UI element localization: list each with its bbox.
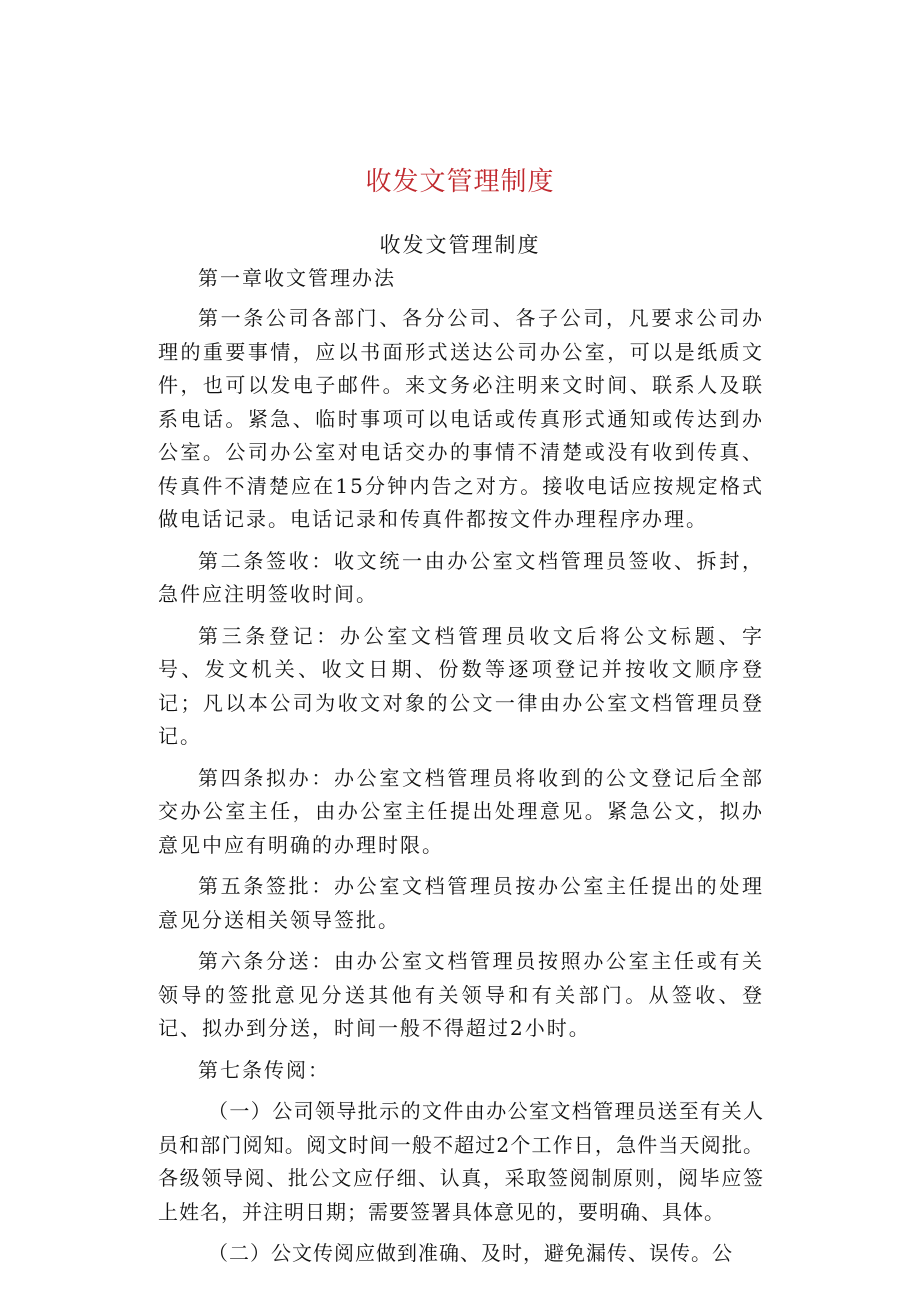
article-3-paragraph: 第三条登记：办公室文档管理员收文后将公文标题、字号、发文机关、收文日期、份数等逐项登记并按收文顺序登记；凡以本公司为收文对象的公文一律由办公室文档管理员登记。 [158, 623, 764, 748]
article-2-paragraph: 第二条签收：收文统一由办公室文档管理员签收、拆封，急件应注明签收时间。 [158, 548, 764, 606]
article-5-paragraph: 第五条签批：办公室文档管理员按办公室主任提出的处理意见分送相关领导签批。 [158, 874, 764, 932]
article-7-item-2: （二）公文传阅应做到准确、及时，避免漏传、误传。公 [208, 1241, 733, 1265]
article-4-paragraph: 第四条拟办：办公室文档管理员将收到的公文登记后全部交办公室主任，由办公室主任提出处理意见。紧急公文，拟办意见中应有明确的办理时限。 [158, 765, 764, 857]
article-1-paragraph: 第一条公司各部门、各分公司、各子公司，凡要求公司办理的重要事情，应以书面形式送达公司办公室，可以是纸质文件，也可以发电子邮件。来文务必注明来文时间、联系人及联系电话。紧急、临时事项可以电话或传真形式通知或传达到办公室。公司办公室对电话交办的事情不清楚或没有收到传真、传真件不清楚应在15分钟内告之对方。接收电话应按规定格式做电话记录。电话记录和传真件都按文件办理程序办理。 [158, 306, 764, 531]
chapter-heading: 第一章收文管理办法 [198, 266, 396, 290]
article-7-heading: 第七条传阅： [198, 1057, 330, 1082]
document-subtitle: 收发文管理制度 [379, 233, 541, 257]
document-title: 收发文管理制度 [365, 167, 555, 197]
document-body [158, 262, 764, 1279]
article-7-item-1: （一）公司领导批示的文件由办公室文档管理员送至有关人员和部门阅知。阅文时间一般不超过2个工作日，急件当天阅批。各级领导阅、批公文应仔细、认真，采取签阅制原则，阅毕应签上姓名，并注明日期；需要签署具体意见的，要明确、具体。 [158, 1099, 764, 1224]
article-6-paragraph: 第六条分送：由办公室文档管理员按照办公室主任或有关领导的签批意见分送其他有关领导和有关部门。从签收、登记、拟办到分送，时间一般不得超过2小时。 [158, 949, 764, 1040]
